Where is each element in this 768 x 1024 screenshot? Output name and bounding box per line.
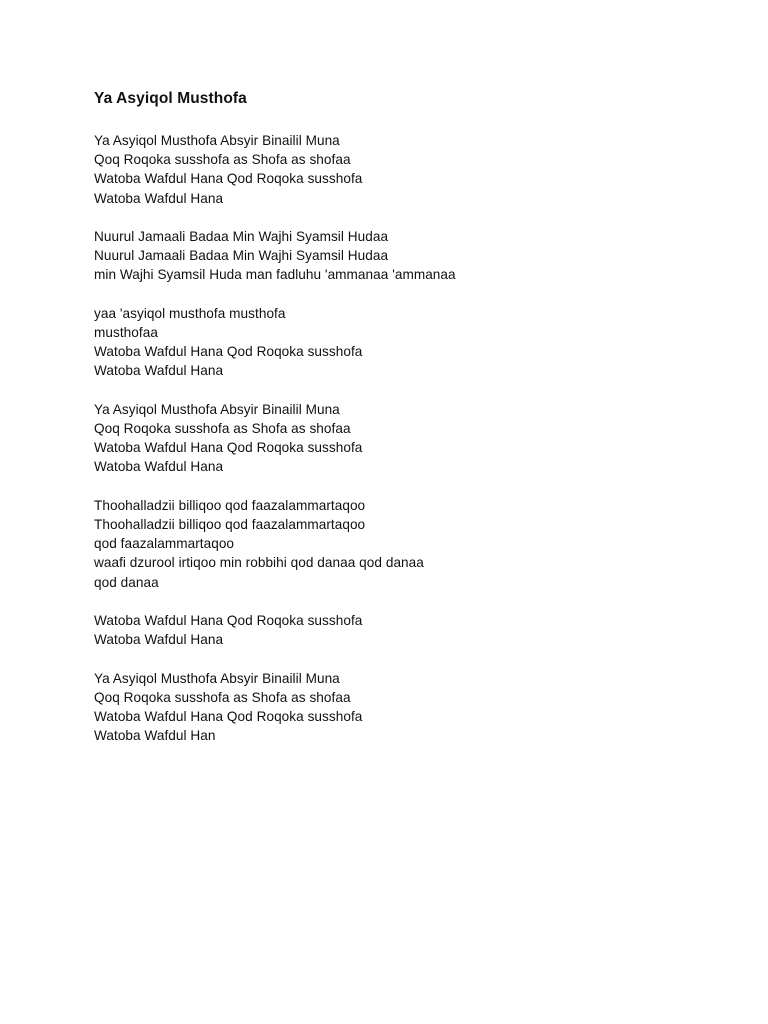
lyric-line: Qoq Roqoka susshofa as Shofa as shofaa [94, 689, 351, 705]
lyric-line: Watoba Wafdul Hana Qod Roqoka susshofa [94, 709, 363, 724]
lyric-line: musthofaa [94, 325, 158, 340]
lyric-line: Watoba Wafdul Hana Qod Roqoka susshofa [94, 440, 363, 456]
document-title: Ya Asyiqol Musthofa [94, 90, 247, 107]
lyric-line: Nuurul Jamaali Badaa Min Wajhi Syamsil Hudaa [94, 229, 389, 244]
lyric-line: Qoq Roqoka susshofa as Shofa as shofaa [94, 152, 351, 168]
lyric-line: qod faazalammartaqoo [94, 536, 235, 552]
lyric-line: Nuurul Jamaali Badaa Min Wajhi Syamsil Hudaa [94, 248, 389, 264]
lyric-line: Watoba Wafdul Hana [94, 632, 224, 648]
stanza-4 [94, 400, 694, 477]
stanza-1 [94, 131, 694, 208]
stanza-2 [94, 227, 694, 285]
stanza-6 [94, 611, 694, 649]
stanza-7 [94, 669, 694, 746]
lyric-line: Watoba Wafdul Hana [94, 363, 224, 379]
lyric-line: Watoba Wafdul Hana Qod Roqoka susshofa [94, 171, 363, 187]
lyric-line: yaa 'asyiqol musthofa musthofa [94, 305, 286, 321]
stanza-3 [94, 304, 694, 381]
document-body [94, 89, 694, 765]
lyric-line: Qoq Roqoka susshofa as Shofa as shofaa [94, 421, 351, 436]
lyric-line: Ya Asyiqol Musthofa Absyir Binailil Muna [94, 401, 340, 417]
lyric-line: Watoba Wafdul Hana Qod Roqoka susshofa [94, 613, 363, 628]
lyric-line: Ya Asyiqol Musthofa Absyir Binailil Muna [94, 133, 340, 148]
lyric-line: min Wajhi Syamsil Huda man fadluhu 'ammanaa 'ammanaa [94, 267, 456, 283]
stanza-5 [94, 496, 694, 592]
lyric-line: Thoohalladzii billiqoo qod faazalammartaqoo [94, 497, 366, 513]
lyric-line: qod danaa [94, 574, 159, 590]
lyric-line: Watoba Wafdul Hana Qod Roqoka susshofa [94, 344, 363, 360]
lyric-line: Watoba Wafdul Hana [94, 190, 224, 206]
lyric-line: Watoba Wafdul Han [94, 728, 216, 744]
lyric-line: Thoohalladzii billiqoo qod faazalammartaqoo [94, 517, 366, 532]
lyric-line: Ya Asyiqol Musthofa Absyir Binailil Muna [94, 670, 340, 686]
lyric-line: Watoba Wafdul Hana [94, 459, 224, 475]
lyric-line: waafi dzurool irtiqoo min robbihi qod danaa qod danaa [94, 555, 424, 571]
